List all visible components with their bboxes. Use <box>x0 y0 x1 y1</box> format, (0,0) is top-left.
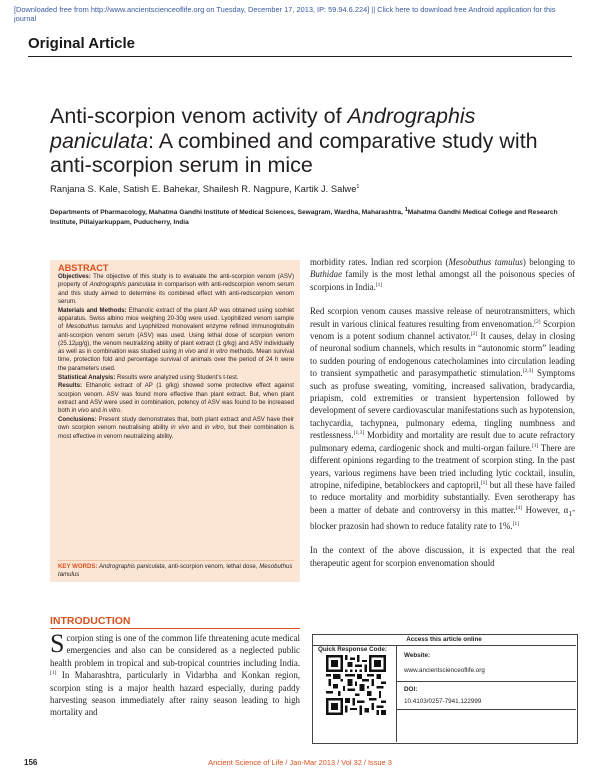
access-box-rule <box>396 709 576 710</box>
rc-p2-text-g: but all these have failed to reduce mortality and morbidity substantially. Even serotherapy has been a matter of debate and controversy in this matter. <box>310 479 575 515</box>
rc-p2-text-a: Red scorpion venom causes massive release of neurotransmitters, which result in various clinical features resulting from envenomation. <box>310 306 575 329</box>
methods-in-vivo: in vivo <box>178 348 196 356</box>
right-paragraph-3: In the context of the above discussion, it is expected that the real therapeutic agent for scorpion envenomation should <box>310 545 575 568</box>
objectives-label: Objectives: <box>58 273 91 280</box>
rc-p1-family: Buthidae <box>310 269 343 280</box>
rc-p1-text: morbidity rates. Indian red scorpion ( <box>310 257 449 267</box>
qr-code-icon[interactable] <box>326 655 386 715</box>
rc-p2-text-b: Scorpion venom is a potent sodium channel activator. <box>310 318 576 342</box>
drop-cap: S <box>50 629 65 658</box>
rc-p2-text-c: It causes, delay in closing of neuronal sodium channels, which results in “autonomic storm” leading to sudden pouring of endogenous catecholamines into circulation leading to transient sympathetic and parasympathetic stimulation. <box>310 331 576 379</box>
section-label: Original Article <box>28 35 135 52</box>
keyword-species-1: Andrographis paniculata <box>97 563 165 570</box>
citation-marker[interactable]: [1] <box>375 281 383 288</box>
citation-marker[interactable]: [1] <box>50 670 57 677</box>
conclusions-label: Conclusions: <box>58 416 97 424</box>
methods-in-vitro: in vitro <box>209 348 228 356</box>
header-divider <box>28 56 572 57</box>
access-box-divider <box>396 646 397 742</box>
right-column <box>310 256 575 581</box>
citation-marker[interactable]: [2] <box>470 331 478 338</box>
abstract-body <box>58 273 294 441</box>
results-label: Results: <box>58 382 83 390</box>
citation-marker[interactable]: [2] <box>534 318 541 325</box>
title-species: Andrographis paniculata <box>50 104 476 153</box>
keywords-label: KEY WORDS: <box>58 563 98 570</box>
introduction-body <box>50 629 300 719</box>
results-and: and <box>88 407 103 415</box>
title-part-2: : A combined and comparative study with anti-scorpion serum in mice <box>50 128 538 177</box>
objectives-text: The objective of this study is to evaluate the anti-scorpion venom (ASV) property of <box>58 273 294 289</box>
stats-label: Statistical Analysis: <box>58 373 116 381</box>
rc-p2-text-i: -blocker prazosin had shown to reduce fatality rate to 1%. <box>310 504 575 531</box>
abstract-objectives <box>58 273 294 306</box>
conclusions-end: , but their combination is most effective in venom neutralizing ability. <box>58 424 294 440</box>
right-paragraph-1 <box>310 256 575 293</box>
results-end: . <box>120 407 123 415</box>
citation-marker[interactable]: [2,3] <box>522 368 534 375</box>
access-box-rule <box>396 681 576 682</box>
title-part-1: Anti-scorpion venom activity of <box>50 104 348 128</box>
abstract-stats <box>58 374 294 382</box>
journal-footer: Ancient Science of Life / Jan-Mar 2013 / Vol 32 / Issue 3 <box>208 758 392 767</box>
article-title <box>50 104 580 178</box>
abstract-results <box>58 382 294 415</box>
results-in-vitro: in vitro <box>102 407 121 415</box>
author-affil-marker: 1 <box>356 183 360 190</box>
methods-text-cont: and Lyophilized monovalent enzyme refined immunoglobulin anti-scorpion venom serum (ASV) was used. Using lethal dose of scorpion venom (25.12µg/g), the venom neutralizing ability of plant extract (1 g/kg) and ASV individually as well as in combination was studied using <box>58 323 294 356</box>
website-link[interactable]: www.ancientscienceoflife.org <box>404 667 485 674</box>
keywords-divider <box>58 560 294 561</box>
abstract-conclusions <box>58 416 294 441</box>
affiliations <box>50 208 576 227</box>
conclusions-in-vitro: in vitro <box>204 424 224 432</box>
website-label: Website: <box>404 652 431 659</box>
citation-marker[interactable]: [1,3] <box>353 430 365 437</box>
rc-p2-text-h: However, α <box>521 504 569 515</box>
rc-p2-text-d: Symptoms such as profuse sweating, vomiting, increased salivation, bradycardia, priapism, cold extremities or transient hypertension followed by development of severe cardiovascular manifestations such as hypotension, tachycardia, tachypnea, pulmonary edema, tingling numbness and restlessness. <box>310 368 575 441</box>
abstract-methods <box>58 307 294 373</box>
methods-label: Materials and Methods: <box>58 306 127 314</box>
access-online-heading: Access this article online <box>312 634 576 646</box>
citation-marker[interactable]: [4] <box>515 504 522 511</box>
introduction-heading: INTRODUCTION <box>50 615 131 627</box>
doi-label: DOI: <box>404 686 418 693</box>
alpha-subscript: 1 <box>568 508 573 518</box>
page-number: 156 <box>24 758 38 767</box>
citation-marker[interactable]: [1] <box>531 442 539 449</box>
objectives-text-cont: in comparison with anti-redscorpion venom serum and this study aimed to determine its combined effect with anti-redscorpion venom serum. <box>58 281 294 305</box>
rc-p2-text-e: Morbidity and mortality are result due to acute refractory pulmonary edema, cardiogenic shock and multi-organ failure. <box>310 430 575 453</box>
rc-p1-species: Mesobuthus tamulus <box>448 257 523 267</box>
authors-text: Ranjana S. Kale, Satish E. Bahekar, Shailesh R. Nagpure, Kartik J. Salwe <box>50 183 357 194</box>
keywords-text: , anti-scorpion venom, lethal dose, <box>164 563 260 570</box>
citation-marker[interactable]: [1] <box>512 520 519 527</box>
stats-text: Results were analyzed using Student’s t-test. <box>115 373 239 381</box>
rc-p1-text-c: family is the most lethal amongst all the poisonous species of scorpions in India. <box>310 269 575 292</box>
rc-p2-text-f: There are different opinions regarding to the treatment of scorpion sting. In the past years, various regimens have been tried including lytic cocktail, insulin, atropine, nifedipine, betablockers and captopril, <box>310 442 575 490</box>
intro-text: corpion sting is one of the common life threatening acute medical emergencies and also can be considered as a neglected public health problem in tropical and sub-tropical countries including India. <box>50 633 300 668</box>
affiliation-1: Departments of Pharmacology, Mahatma Gandhi Institute of Medical Sciences, Sewagram, Wardha, Maharashtra, <box>50 209 405 216</box>
right-paragraph-2 <box>310 305 575 532</box>
keywords <box>58 563 294 580</box>
methods-text-end: methods. Mean survival time, protection fold and percentage survival of animals over the period of 24 h were the parameters used. <box>58 348 294 372</box>
affiliation-marker: 1 <box>404 206 408 213</box>
download-banner[interactable]: [Downloaded free from http://www.ancientscienceoflife.org on Tuesday, December 17, 2013, IP: 59.94.6.224] || Click here to download free Android application for this <box>14 5 556 14</box>
author-list <box>50 183 580 194</box>
qr-code-label: Quick Response Code: <box>318 646 387 653</box>
objectives-species: Andrographis paniculata <box>89 281 156 289</box>
rc-p1-text-b: ) belonging to <box>522 257 575 267</box>
results-text: Ethanolic extract of AP (1 g/kg) showed some protective effect against scorpion venom. ASV was found more effective than plant extract. But, when plant extract and ASV were used in combination, potency of ASV was found to be increased both <box>58 382 294 415</box>
methods-species: Mesobuthus tamulus <box>65 323 124 331</box>
intro-text-cont: In Maharashtra, particularly in Vidarbha and Konkan region, scorpion sting is a major health hazard especially, during paddy harvesting season immediately after rainy season leading to high mortality and <box>50 670 300 718</box>
conclusions-in-vivo: in vivo <box>170 424 190 432</box>
abstract-heading: ABSTRACT <box>58 263 109 273</box>
results-in-vivo: in vivo <box>71 407 89 415</box>
affiliation-2: Mahatma Gandhi Medical College and Research Institute, Pillaiyarkuppam, Puducherry, India <box>50 209 558 226</box>
methods-and: and <box>195 348 210 356</box>
doi-value[interactable]: 10.4103/0257-7941.122999 <box>404 698 482 705</box>
conclusions-text: Present study demonstrates that, both plant extract and ASV have their own scorpion venom neutralising ability <box>58 416 294 432</box>
citation-marker[interactable]: [1] <box>480 479 488 486</box>
keyword-species-2: Mesobuthus tamulus <box>58 563 293 579</box>
introduction-divider <box>50 628 300 629</box>
download-banner-continued[interactable]: journal <box>14 14 37 23</box>
conclusions-and: and <box>189 424 205 432</box>
methods-text: Ethanolic extract of the plant AP was obtained using soxhlet apparatus. Swiss albino mice weighing 20-30g were used. Lyophilized venom sample of <box>58 306 294 331</box>
